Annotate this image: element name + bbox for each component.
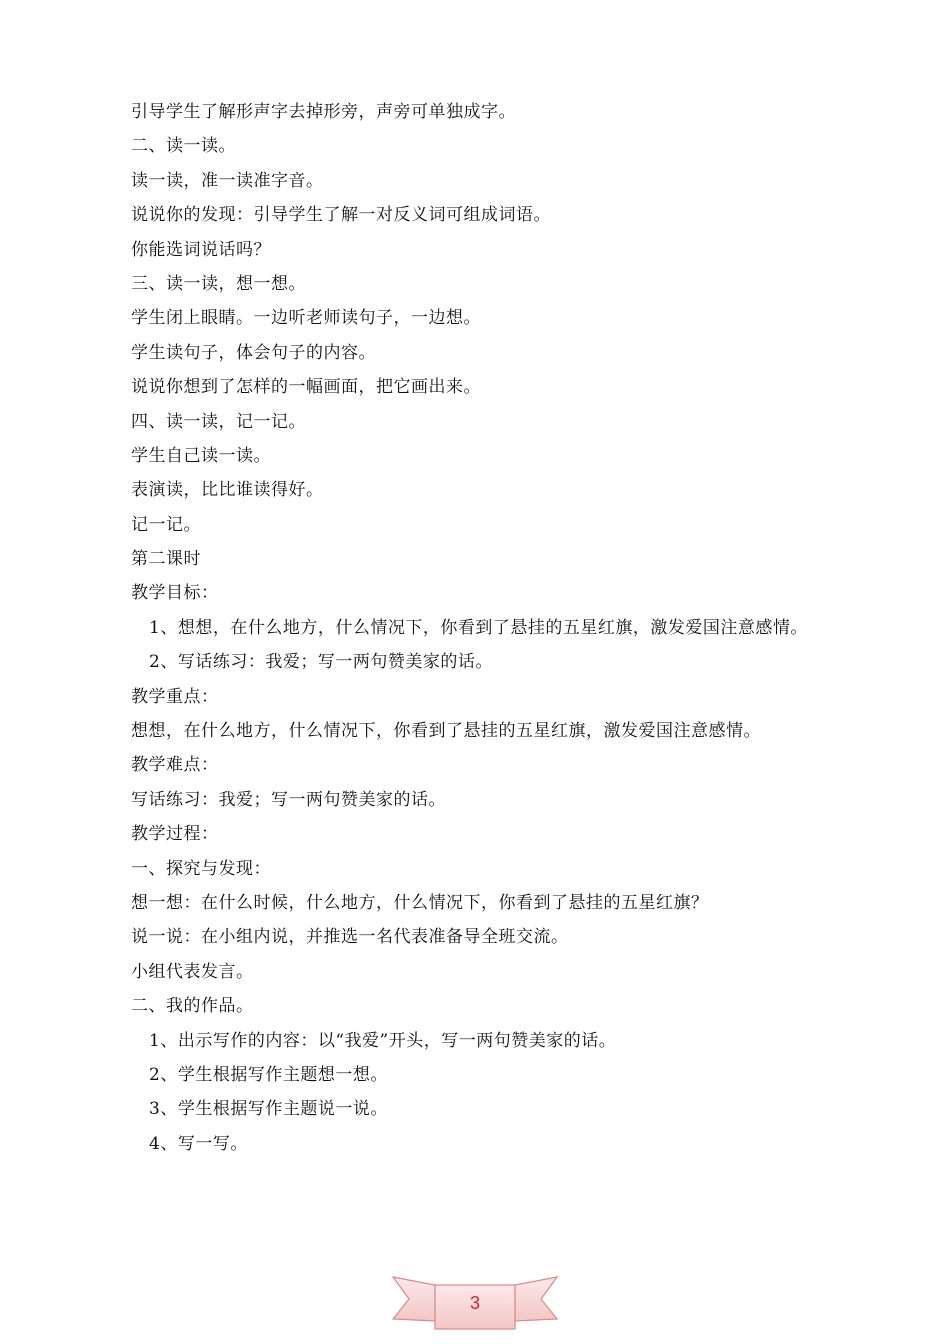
text-line: 1、出示写作的内容：以“我爱”开头，写一两句赞美家的话。 — [149, 1030, 617, 1051]
page-number: 3 — [469, 1293, 480, 1313]
text-line: 说说你想到了怎样的一幅画面，把它画出来。 — [131, 377, 481, 398]
text-line: 第二课时 — [131, 549, 201, 570]
text-line: 教学目标： — [131, 583, 219, 604]
text-line: 表演读，比比谁读得好。 — [131, 480, 324, 501]
text-line: 学生自己读一读。 — [131, 445, 271, 466]
text-line: 说说你的发现：引导学生了解一对反义词可组成词语。 — [131, 205, 551, 226]
text-line: 写话练习：我爱；写一两句赞美家的话。 — [131, 789, 446, 810]
text-line: 二、读一读。 — [131, 136, 236, 157]
text-line: 你能选词说话吗？ — [131, 239, 271, 260]
text-line: 教学重点： — [131, 686, 219, 707]
text-line: 三、读一读，想一想。 — [131, 273, 306, 294]
text-line: 学生读句子，体会句子的内容。 — [131, 342, 376, 363]
text-line: 说一说：在小组内说，并推选一名代表准备导全班交流。 — [131, 927, 569, 948]
text-line: 2、写话练习：我爱；写一两句赞美家的话。 — [149, 652, 493, 673]
text-line: 教学难点： — [131, 755, 219, 776]
document-body — [131, 95, 891, 1161]
text-line: 1、想想，在什么地方，什么情况下，你看到了悬挂的五星红旗，激发爱国注意感情。 — [149, 617, 808, 638]
text-line: 四、读一读，记一记。 — [131, 411, 306, 432]
text-line: 4、写一写。 — [149, 1133, 248, 1154]
text-line: 想一想：在什么时候，什么地方，什么情况下，你看到了悬挂的五星红旗？ — [131, 892, 709, 913]
text-line: 二、我的作品。 — [131, 996, 254, 1017]
text-line: 3、学生根据写作主题说一说。 — [149, 1099, 388, 1120]
text-line: 引导学生了解形声字去掉形旁，声旁可单独成字。 — [131, 102, 516, 122]
text-line: 读一读，准一读准字音。 — [131, 170, 324, 191]
text-line: 一、探究与发现： — [131, 858, 271, 879]
text-line: 记一记。 — [131, 514, 201, 535]
text-line: 小组代表发言。 — [131, 961, 254, 982]
text-line: 想想，在什么地方，什么情况下，你看到了悬挂的五星红旗，激发爱国注意感情。 — [131, 721, 761, 742]
text-line: 学生闭上眼睛。一边听老师读句子，一边想。 — [131, 308, 481, 329]
text-line: 2、学生根据写作主题想一想。 — [149, 1064, 388, 1085]
text-line: 教学过程： — [131, 824, 219, 845]
page-footer — [391, 1271, 559, 1333]
